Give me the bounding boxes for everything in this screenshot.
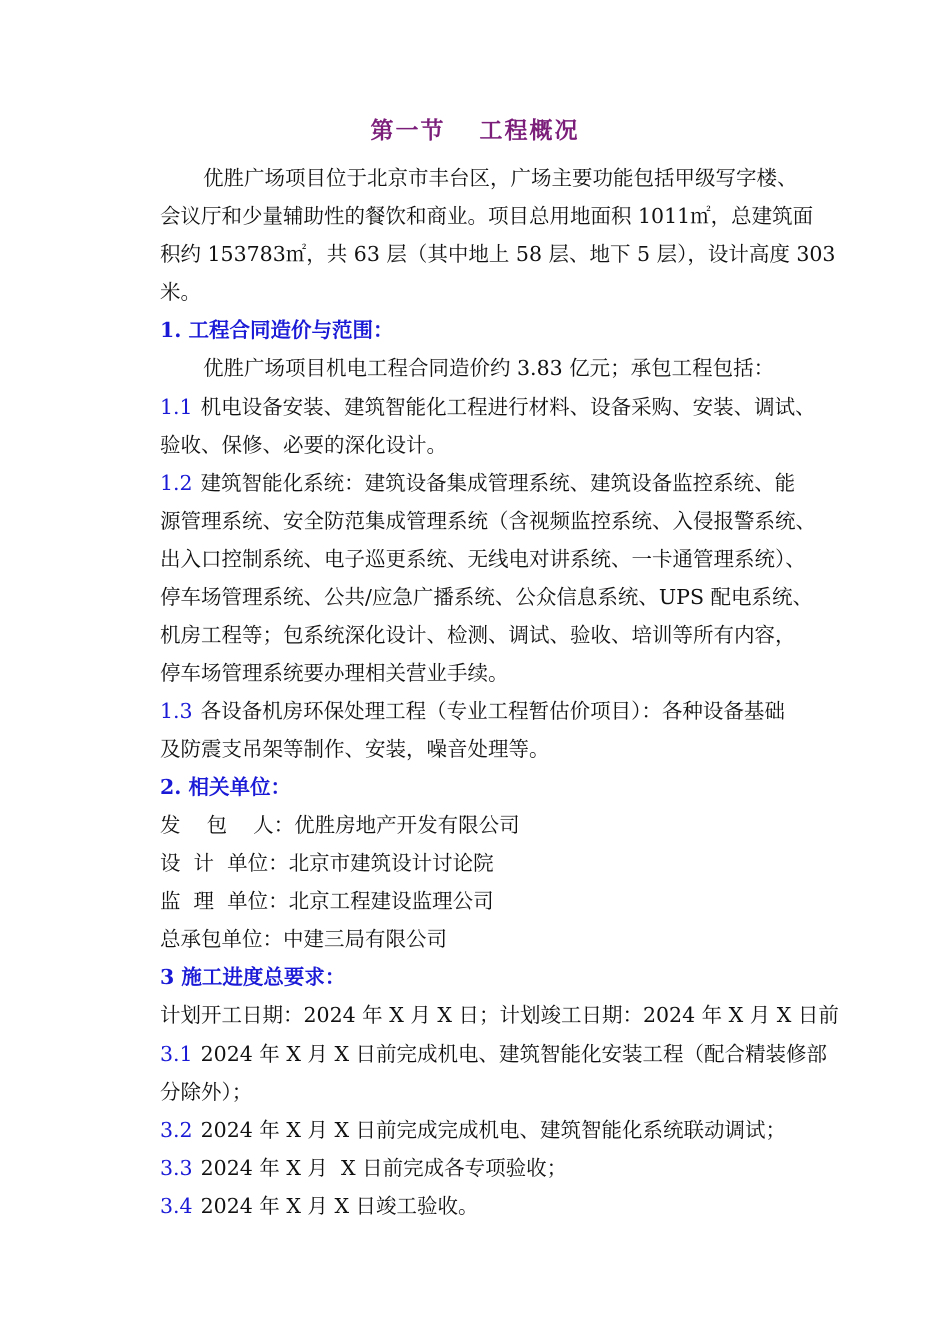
item-number: 1.1 [160, 395, 193, 419]
item-text: 2024 年 X 月 X 日前完成完成机电、建筑智能化系统联动调试； [200, 1118, 787, 1142]
item-text: 分除外）； [160, 1080, 253, 1104]
list-item [160, 1040, 890, 1068]
section-heading: 1. 工程合同造价与范围： [160, 318, 394, 342]
unit-row: 总承包单位：中建三局有限公司 [160, 927, 447, 951]
unit-row: 发 包 人：优胜房地产开发有限公司 [160, 813, 520, 837]
item-text: 停车场管理系统要办理相关营业手续。 [160, 661, 509, 685]
page-title [0, 112, 950, 145]
intro-line: 米。 [160, 280, 201, 304]
item-text: 及防震支吊架等制作、安装，噪音处理等。 [160, 737, 550, 761]
title-part2: 工程概况 [479, 117, 580, 144]
item-number: 1.2 [160, 471, 193, 495]
unit-row: 监 理 单位：北京工程建设监理公司 [160, 889, 494, 913]
item-number: 3.3 [160, 1156, 193, 1180]
item-text: 源管理系统、安全防范集成管理系统（含视频监控系统、入侵报警系统、 [160, 509, 816, 533]
title-part1: 第一节 [370, 117, 446, 144]
item-text: 各设备机房环保处理工程（专业工程暂估价项目）：各种设备基础 [200, 699, 785, 723]
list-item [160, 697, 890, 725]
section-intro: 优胜广场项目机电工程合同造价约 3.83 亿元；承包工程包括： [203, 356, 775, 380]
list-item [160, 469, 890, 497]
section-intro: 计划开工日期：2024 年 X 月 X 日；计划竣工日期：2024 年 X 月 X 日前 [160, 1003, 839, 1027]
item-number: 3.2 [160, 1118, 193, 1142]
item-number: 1.3 [160, 699, 193, 723]
unit-row: 设 计 单位：北京市建筑设计讨论院 [160, 851, 494, 875]
item-number: 3.4 [160, 1194, 193, 1218]
list-item [160, 393, 890, 421]
item-text: 2024 年 X 月 X 日竣工验收。 [200, 1194, 479, 1218]
item-text: 建筑智能化系统：建筑设备集成管理系统、建筑设备监控系统、能 [200, 471, 796, 495]
item-text: 机房工程等；包系统深化设计、检测、调试、验收、培训等所有内容， [160, 623, 796, 647]
item-number: 3.1 [160, 1042, 193, 1066]
section-heading: 3 施工进度总要求： [160, 965, 346, 989]
intro-line: 会议厅和少量辅助性的餐饮和商业。项目总用地面积 1011㎡，总建筑面 [160, 204, 814, 228]
item-text: 2024 年 X 月 X 日前完成各专项验收； [200, 1156, 568, 1180]
section-heading: 2. 相关单位： [160, 775, 292, 799]
list-item [160, 1116, 890, 1144]
list-item [160, 1192, 890, 1220]
list-item [160, 1154, 890, 1182]
intro-line: 积约 153783㎡，共 63 层（其中地上 58 层、地下 5 层），设计高度 303 [160, 242, 836, 266]
item-text: 出入口控制系统、电子巡更系统、无线电对讲系统、一卡通管理系统）、 [160, 547, 806, 571]
item-text: 验收、保修、必要的深化设计。 [160, 433, 447, 457]
item-text: 2024 年 X 月 X 日前完成机电、建筑智能化安装工程（配合精装修部 [200, 1042, 828, 1066]
intro-line: 优胜广场项目位于北京市丰台区，广场主要功能包括甲级写字楼、 [203, 166, 798, 190]
item-text: 停车场管理系统、公共/应急广播系统、公众信息系统、UPS 配电系统、 [160, 585, 814, 609]
item-text: 机电设备安装、建筑智能化工程进行材料、设备采购、安装、调试、 [200, 395, 816, 419]
